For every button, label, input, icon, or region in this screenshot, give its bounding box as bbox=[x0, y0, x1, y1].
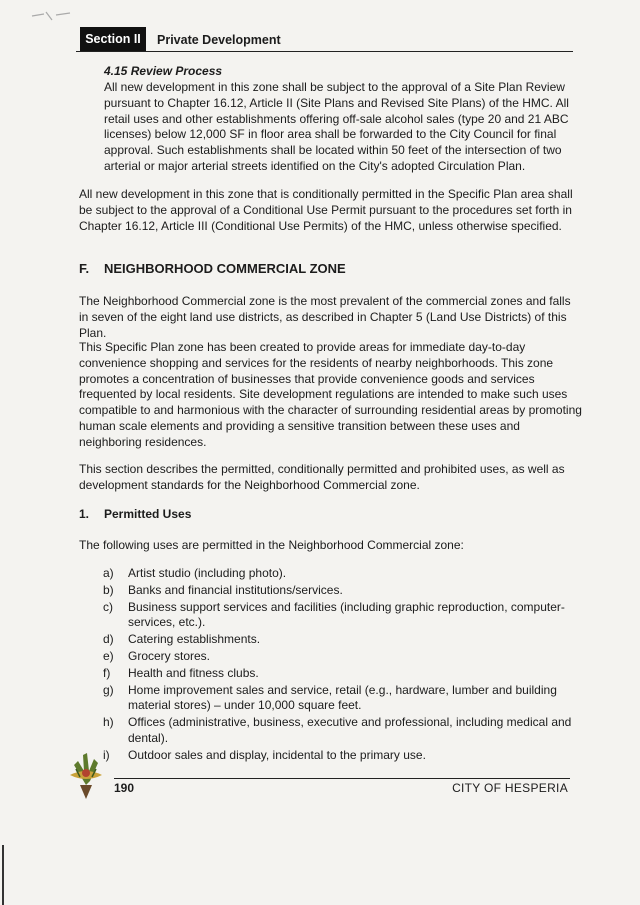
permitted-use-item bbox=[103, 600, 573, 632]
list-item-marker: b) bbox=[103, 582, 114, 597]
subsection-heading-review-process: 4.15 Review Process bbox=[104, 64, 223, 78]
list-item-text: Outdoor sales and display, incidental to the primary use. bbox=[128, 747, 426, 762]
permitted-use-item bbox=[103, 748, 573, 764]
permitted-use-item bbox=[103, 566, 573, 582]
list-item-marker: i) bbox=[103, 747, 110, 762]
page-number: 190 bbox=[114, 781, 135, 795]
subheading-number: 1. bbox=[79, 507, 90, 521]
list-item-text: Offices (administrative, business, executive and professional, including medical and dental). bbox=[128, 715, 572, 745]
header-rule bbox=[76, 51, 573, 52]
zone-paragraph-3: This section describes the permitted, conditionally permitted and prohibited uses, as well as development standards for the Neighborhood Commercial zone. bbox=[79, 462, 565, 492]
list-item-text: Business support services and facilities (including graphic reproduction, computer-services, etc.). bbox=[128, 599, 565, 630]
permitted-use-item bbox=[103, 649, 573, 665]
list-item-marker: c) bbox=[103, 599, 113, 614]
city-logo-icon bbox=[66, 747, 106, 801]
subheading-title: Permitted Uses bbox=[104, 507, 192, 521]
permitted-use-item bbox=[103, 632, 573, 648]
permitted-use-item bbox=[103, 583, 573, 599]
list-item-marker: h) bbox=[103, 715, 114, 730]
review-paragraph-2: All new development in this zone that is conditionally permitted in the Specific Plan area shall be subject to the approval of a Conditional Use Permit pursuant to the procedures set forth in Chapter 16.12, Article III (Conditional Use Permits) of the HMC, unless otherwise specified. bbox=[79, 187, 573, 233]
list-item-marker: e) bbox=[103, 648, 114, 663]
permitted-use-item bbox=[103, 715, 573, 747]
zone-paragraph-1: The Neighborhood Commercial zone is the most prevalent of the commercial zones and falls in seven of the eight land use districts, as described in Chapter 5 (Land Use Districts) of this Plan. bbox=[79, 294, 571, 340]
scan-artifact-mark bbox=[30, 8, 76, 26]
section-heading-f bbox=[79, 261, 346, 276]
section-letter: F. bbox=[79, 261, 90, 276]
permitted-uses-list bbox=[103, 566, 573, 765]
permitted-use-item bbox=[103, 666, 573, 682]
list-item-text: Catering establishments. bbox=[128, 632, 261, 647]
permitted-intro: The following uses are permitted in the Neighborhood Commercial zone: bbox=[79, 538, 464, 552]
list-item-text: Grocery stores. bbox=[128, 648, 211, 663]
list-item-marker: g) bbox=[103, 682, 114, 697]
section-title: Private Development bbox=[157, 33, 281, 47]
subheading-permitted-uses bbox=[79, 507, 191, 521]
list-item-text: Home improvement sales and service, retail (e.g., hardware, lumber and building material stores) – under 10,000 square feet. bbox=[128, 682, 557, 713]
zone-paragraph-2: This Specific Plan zone has been created to provide areas for immediate day-to-day convenience shopping and services for the residents of nearby neighborhoods. This zone promotes a concentration of businesses that provide convenience goods and services frequented by local residents. Site development regulations are intended to make such uses compatible to and harmonious with the character of surrounding residential areas by promoting human scale elements and providing a sensitive transition between these uses and neighboring residences. bbox=[79, 340, 582, 449]
list-item-text: Banks and financial institutions/services. bbox=[128, 582, 343, 597]
footer-rule bbox=[114, 778, 570, 779]
list-item-marker: a) bbox=[103, 566, 114, 580]
permitted-use-item bbox=[103, 683, 573, 715]
list-item-marker: f) bbox=[103, 665, 111, 680]
section-badge: Section II bbox=[80, 27, 146, 51]
list-item-marker: d) bbox=[103, 632, 114, 647]
footer-city-name: CITY OF HESPERIA bbox=[452, 781, 568, 795]
section-heading-title: NEIGHBORHOOD COMMERCIAL ZONE bbox=[104, 261, 346, 276]
list-item-text: Artist studio (including photo). bbox=[128, 566, 287, 580]
list-item-text: Health and fitness clubs. bbox=[128, 665, 259, 680]
scan-edge-mark bbox=[2, 845, 4, 905]
review-paragraph-1: All new development in this zone shall be subject to the approval of a Site Plan Review pursuant to Chapter 16.12, Article II (Site Plans and Revised Site Plans) of the HMC. All retail uses and other establishments offering off-sale alcohol sales (type 20 and 21 ABC licenses) below 12,000 SF in floor area shall be forwarded to the City Council for final approval. Such establishments shall be located within 50 feet of the intersection of two arterial or major arterial streets identified on the City's adopted Circulation Plan. bbox=[104, 80, 569, 173]
